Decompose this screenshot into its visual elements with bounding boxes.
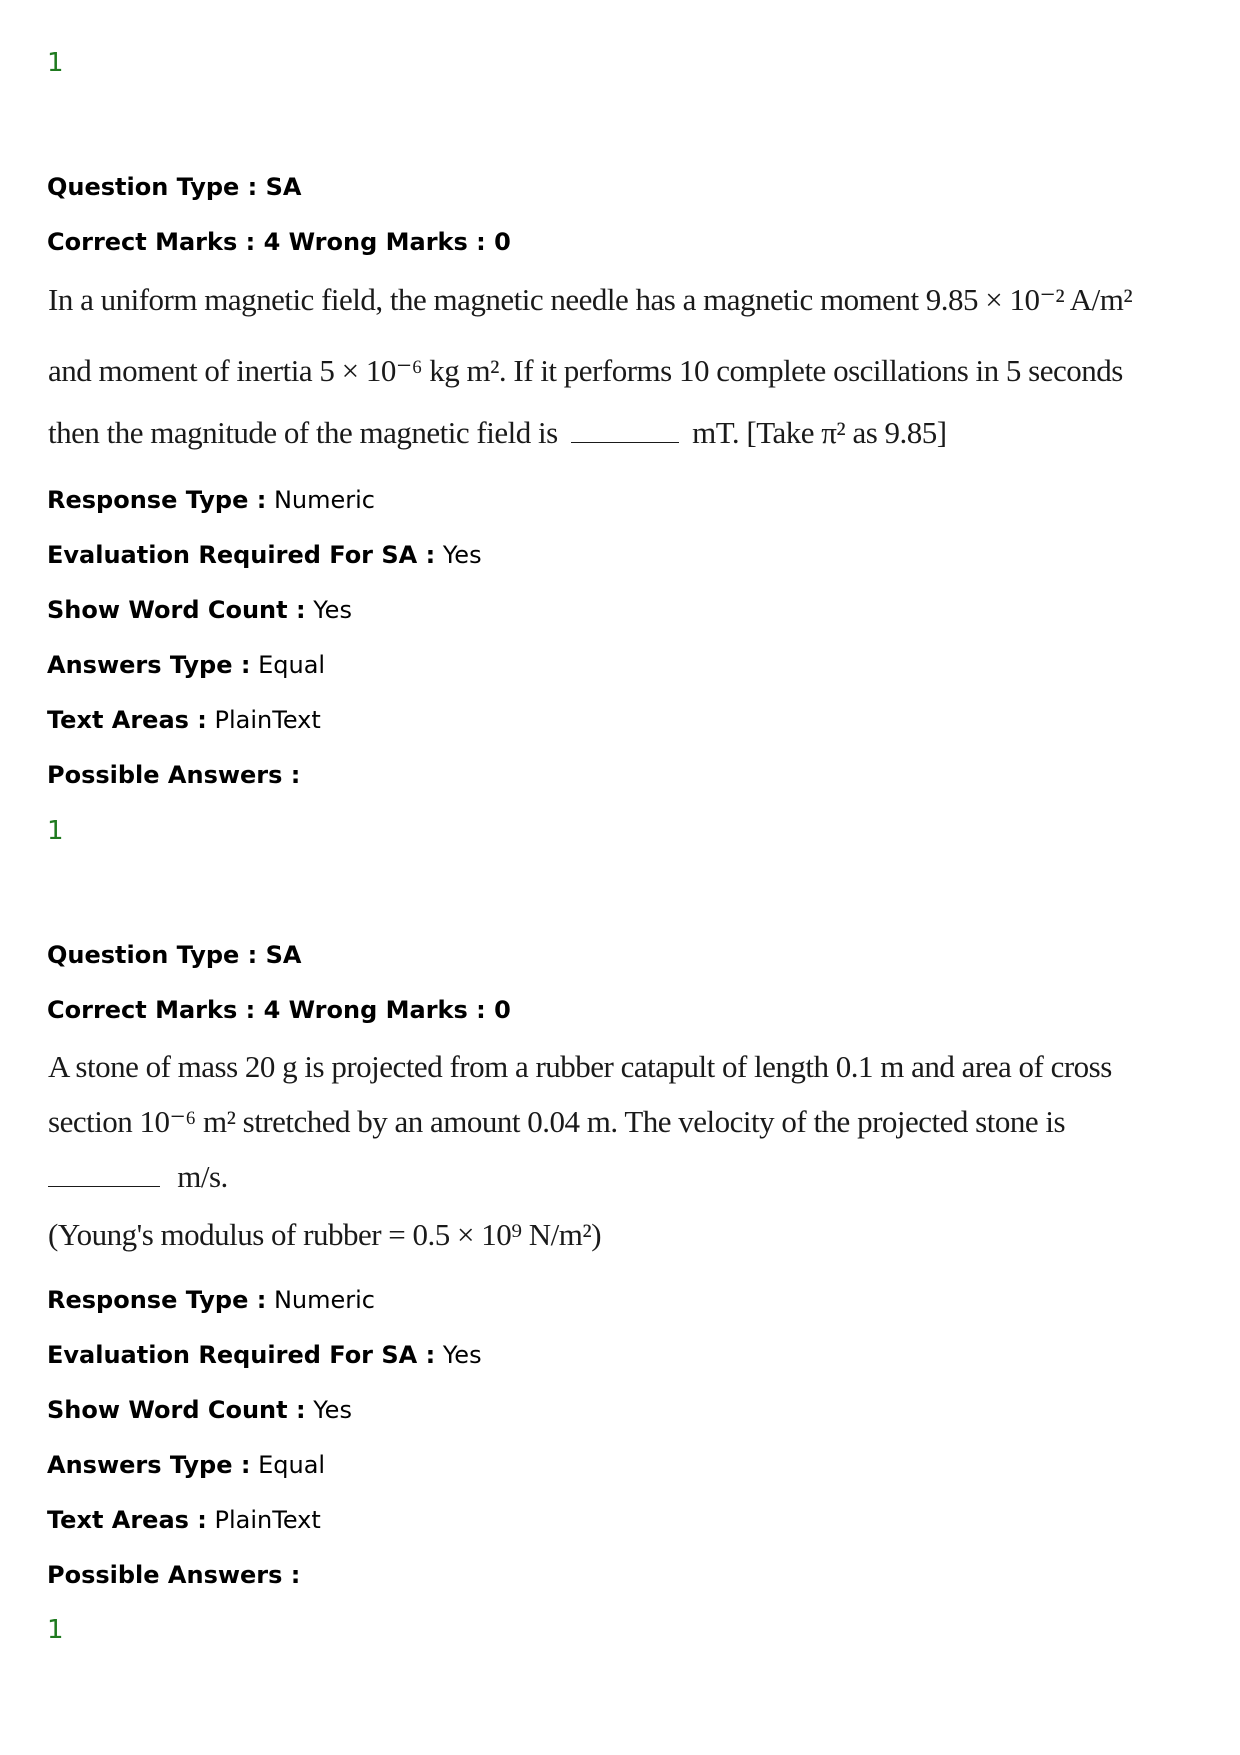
response-type-row: [47, 485, 375, 515]
question-type: Question Type : SA: [47, 941, 302, 969]
question-text-line: In a uniform magnetic field, the magnetic needle has a magnetic moment 9.85 × 10⁻² A/m²: [48, 282, 1133, 317]
evaluation-required-row: [47, 1340, 482, 1370]
response-type-value: Numeric: [273, 486, 375, 514]
answers-type-label: Answers Type :: [47, 1451, 251, 1479]
possible-answers-label: Possible Answers :: [47, 761, 301, 789]
question-text-image: [48, 278, 1133, 458]
question-text-fragment: mT. [Take π² as 9.85]: [692, 415, 947, 450]
answers-type-row: [47, 650, 325, 680]
show-word-count-label: Show Word Count :: [47, 596, 306, 624]
question-text-line: [48, 1157, 228, 1197]
question-text-line: [48, 413, 947, 453]
text-areas-label: Text Areas :: [47, 706, 207, 734]
answers-type-value: Equal: [258, 651, 326, 679]
question-text-fragment: then the magnitude of the magnetic field is: [48, 415, 558, 450]
text-areas-row: [47, 1505, 321, 1535]
possible-answers-label: Possible Answers :: [47, 1561, 301, 1589]
question-serial-number: 1: [47, 48, 64, 78]
text-areas-value: PlainText: [214, 706, 321, 734]
answer-blank: [571, 416, 679, 443]
response-type-label: Response Type :: [47, 486, 267, 514]
possible-answer-value: 1: [47, 816, 64, 846]
question-text-line: section 10⁻⁶ m² stretched by an amount 0.04 m. The velocity of the projected stone is: [48, 1104, 1066, 1139]
answers-type-label: Answers Type :: [47, 651, 251, 679]
question-type: Question Type : SA: [47, 173, 302, 201]
response-type-label: Response Type :: [47, 1286, 267, 1314]
question-text-image: [48, 1045, 1112, 1260]
question-text-line: A stone of mass 20 g is projected from a rubber catapult of length 0.1 m and area of cross: [48, 1049, 1112, 1084]
answer-blank: [48, 1160, 160, 1187]
evaluation-required-row: [47, 540, 482, 570]
response-type-value: Numeric: [273, 1286, 375, 1314]
evaluation-required-value: Yes: [442, 541, 482, 569]
text-areas-label: Text Areas :: [47, 1506, 207, 1534]
question-text-line: and moment of inertia 5 × 10⁻⁶ kg m². If it performs 10 complete oscillations in 5 seconds: [48, 353, 1123, 388]
show-word-count-value: Yes: [313, 596, 352, 624]
possible-answer-value: 1: [47, 1615, 64, 1645]
question-text-fragment: m/s.: [177, 1159, 228, 1194]
evaluation-required-label: Evaluation Required For SA :: [47, 1341, 436, 1369]
show-word-count-label: Show Word Count :: [47, 1396, 306, 1424]
marks-info: Correct Marks : 4 Wrong Marks : 0: [47, 228, 511, 256]
show-word-count-row: [47, 1395, 352, 1425]
marks-info: Correct Marks : 4 Wrong Marks : 0: [47, 996, 511, 1024]
text-areas-value: PlainText: [214, 1506, 321, 1534]
text-areas-row: [47, 705, 321, 735]
answers-type-row: [47, 1450, 325, 1480]
question-text-line: (Young's modulus of rubber = 0.5 × 10⁹ N/m²): [48, 1217, 602, 1252]
evaluation-required-value: Yes: [442, 1341, 482, 1369]
answers-type-value: Equal: [258, 1451, 326, 1479]
evaluation-required-label: Evaluation Required For SA :: [47, 541, 436, 569]
show-word-count-row: [47, 595, 352, 625]
show-word-count-value: Yes: [313, 1396, 352, 1424]
response-type-row: [47, 1285, 375, 1315]
